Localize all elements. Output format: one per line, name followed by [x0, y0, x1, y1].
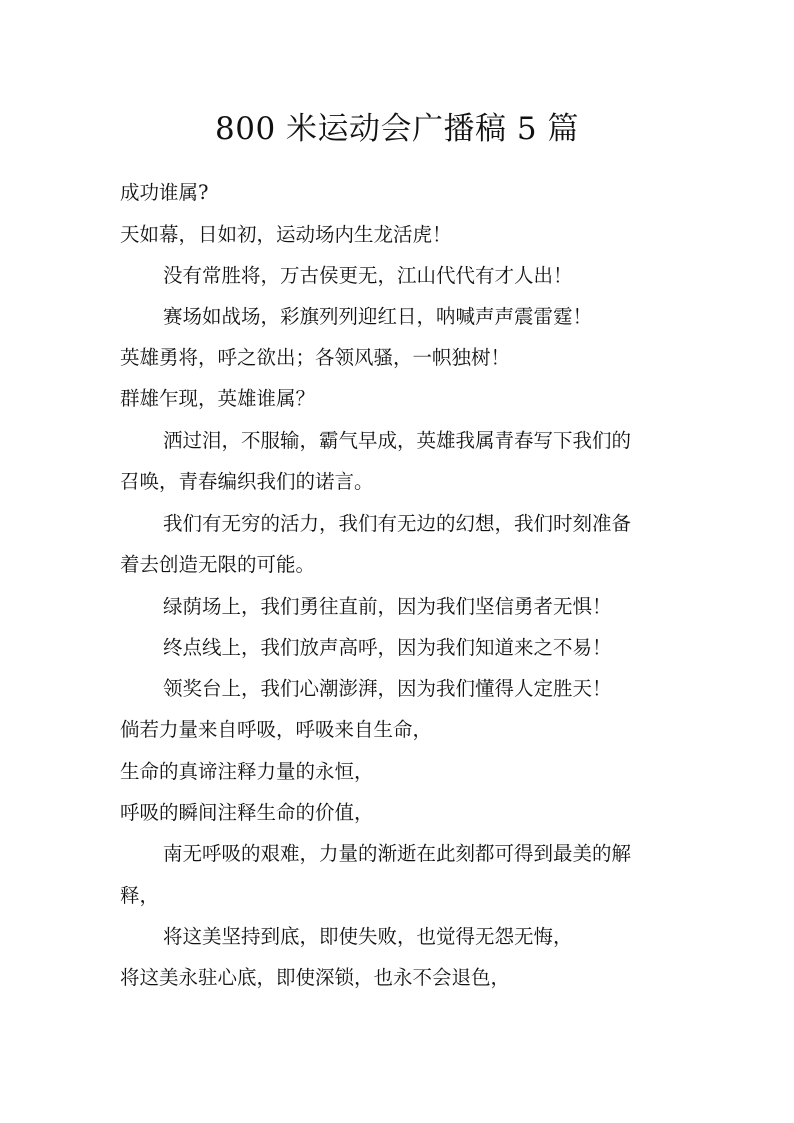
text-line: 将这美坚持到底，即使失败，也觉得无怨无悔， [163, 925, 573, 948]
text-line: 没有常胜将，万古侯更无，江山代代有才人出！ [163, 264, 573, 287]
text-line: 南无呼吸的艰难，力量的渐逝在此刻都可得到最美的解 [163, 842, 632, 865]
text-line: 倘若力量来自呼吸，呼吸来自生命， [120, 718, 433, 741]
text-line: 群雄乍现，英雄谁属？ [120, 387, 316, 410]
text-line: 领奖台上，我们心潮澎湃，因为我们懂得人定胜天！ [163, 677, 612, 700]
text-line: 释， [120, 884, 160, 907]
text-line: 呼吸的瞬间注释生命的价值， [120, 801, 374, 824]
text-line: 赛场如战场，彩旗列列迎红日，呐喊声声震雷霆！ [163, 305, 593, 328]
text-line: 将这美永驻心底，即使深锁，也永不会退色， [120, 966, 511, 989]
document-title: 800 米运动会广播稿 5 篇 [215, 111, 579, 147]
text-line: 成功谁属? [120, 181, 209, 204]
text-line: 我们有无穷的活力，我们有无边的幻想，我们时刻准备 [163, 512, 632, 535]
text-line: 召唤，青春编织我们的诺言。 [120, 470, 374, 493]
text-line: 洒过泪，不服输，霸气早成，英雄我属青春写下我们的 [163, 429, 632, 452]
text-line: 英雄勇将，呼之欲出；各领风骚，一帜独树！ [120, 346, 511, 369]
text-line: 着去创造无限的可能。 [120, 553, 316, 576]
text-line: 生命的真谛注释力量的永恒， [120, 760, 374, 783]
text-line: 天如幕，日如初，运动场内生龙活虎！ [120, 223, 452, 246]
text-line: 绿荫场上，我们勇往直前，因为我们坚信勇者无惧！ [163, 595, 612, 618]
text-line: 终点线上，我们放声高呼，因为我们知道来之不易！ [163, 636, 612, 659]
